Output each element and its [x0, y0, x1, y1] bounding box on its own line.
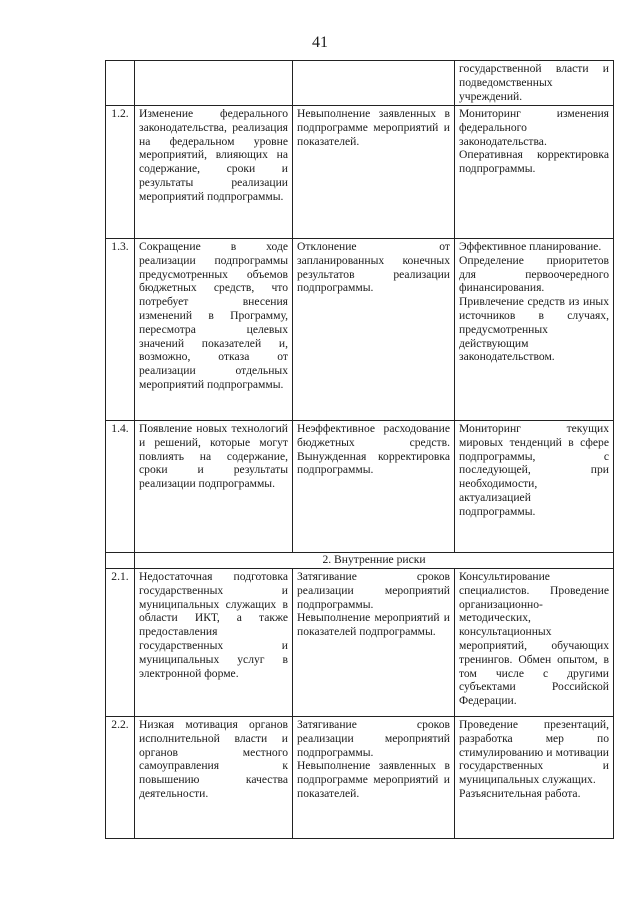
risk-cell: [135, 61, 293, 106]
risk-cell: Изменение федерального законодательства, реализация на федеральном уровне мероприятий, влияющих на содержание, сроки и результаты реализации мероприятий подпрограммы.: [135, 106, 293, 239]
consequence-text: Затягивание сроков реализации мероприятий подпрограммы.: [297, 718, 450, 759]
measures-cell: [455, 717, 614, 839]
row-number: [106, 61, 135, 106]
measure-text: Привлечение средств из иных источников в случаях, предусмотренных действующим законодательством.: [459, 295, 609, 364]
page-number: 41: [312, 34, 328, 51]
risk-cell: Низкая мотивация органов исполнительной власти и органов местного самоуправления к повышению качества деятельности.: [135, 717, 293, 839]
measure-text: Мониторинг изменения федерального законодательства.: [459, 107, 609, 148]
measure-text: Эффективное планирование.: [459, 240, 602, 253]
risk-table: [105, 60, 614, 839]
table-row: [106, 717, 614, 839]
measure-text: Определение приоритетов для первоочередного финансирования.: [459, 253, 609, 295]
risk-cell: Недостаточная подготовка государственных и муниципальных служащих в области ИКТ, а также предоставления государственных и муниципальных услуг в электронной форме.: [135, 569, 293, 717]
consequence-text: Невыполнение заявленных в подпрограмме мероприятий и показателей.: [297, 759, 450, 800]
measure-text: Проведение презентаций, разработка мер по стимулированию и мотивации государственных и муниципальных служащих.: [459, 718, 609, 787]
measures-cell: [455, 61, 614, 106]
section-row: [106, 553, 614, 569]
measure-text: Мониторинг текущих мировых тенденций в сфере подпрограммы, с последующей, при необходимости, актуализацией подпрограммы.: [459, 422, 609, 518]
table-row: [106, 421, 614, 553]
consequence-text: Затягивание сроков реализации мероприятий подпрограммы.: [297, 570, 450, 611]
measure-text: Консультирование специалистов. Проведение организационно-методических, консультационных мероприятий, обучающих тренингов. Обмен опытом, в том числе с другими субъектами Российской Федерации.: [459, 570, 609, 708]
risk-cell: Появление новых технологий и решений, которые могут повлиять на содержание, сроки и результаты реализации подпрограммы.: [135, 421, 293, 553]
table-row: [106, 569, 614, 717]
consequence-cell: [293, 61, 455, 106]
risk-cell: Сокращение в ходе реализации подпрограммы предусмотренных объемов бюджетных средств, что потребует внесения изменений в Программу, пересмотра целевых значений показателей и, возможно, отказа от реализации отдельных мероприятий подпрограммы.: [135, 239, 293, 421]
consequence-cell: Неэффективное расходование бюджетных средств. Вынужденная корректировка подпрограммы.: [293, 421, 455, 553]
measure-text: Оперативная корректировка подпрограммы.: [459, 148, 609, 176]
measure-text: Разъяснительная работа.: [459, 786, 581, 800]
consequence-cell: Невыполнение заявленных в подпрограмме мероприятий и показателей.: [293, 106, 455, 239]
measures-cell: [455, 569, 614, 717]
section-empty-cell: [106, 553, 135, 569]
measures-cell: [455, 421, 614, 553]
row-number: 1.3.: [106, 239, 135, 421]
row-number: 2.1.: [106, 569, 135, 717]
consequence-cell: [293, 717, 455, 839]
table-row: [106, 106, 614, 239]
consequence-cell: [293, 569, 455, 717]
consequence-text: Невыполнение мероприятий и показателей подпрограммы.: [297, 611, 450, 639]
row-number: 1.4.: [106, 421, 135, 553]
section-title: 2. Внутренние риски: [135, 553, 614, 569]
measures-cell: [455, 239, 614, 421]
consequence-cell: Отклонение от запланированных конечных результатов реализации подпрограммы.: [293, 239, 455, 421]
measure-text: государственной власти и подведомственных учреждений.: [459, 62, 609, 103]
table-row: [106, 239, 614, 421]
measures-cell: [455, 106, 614, 239]
row-number: 2.2.: [106, 717, 135, 839]
row-number: 1.2.: [106, 106, 135, 239]
table-row: [106, 61, 614, 106]
